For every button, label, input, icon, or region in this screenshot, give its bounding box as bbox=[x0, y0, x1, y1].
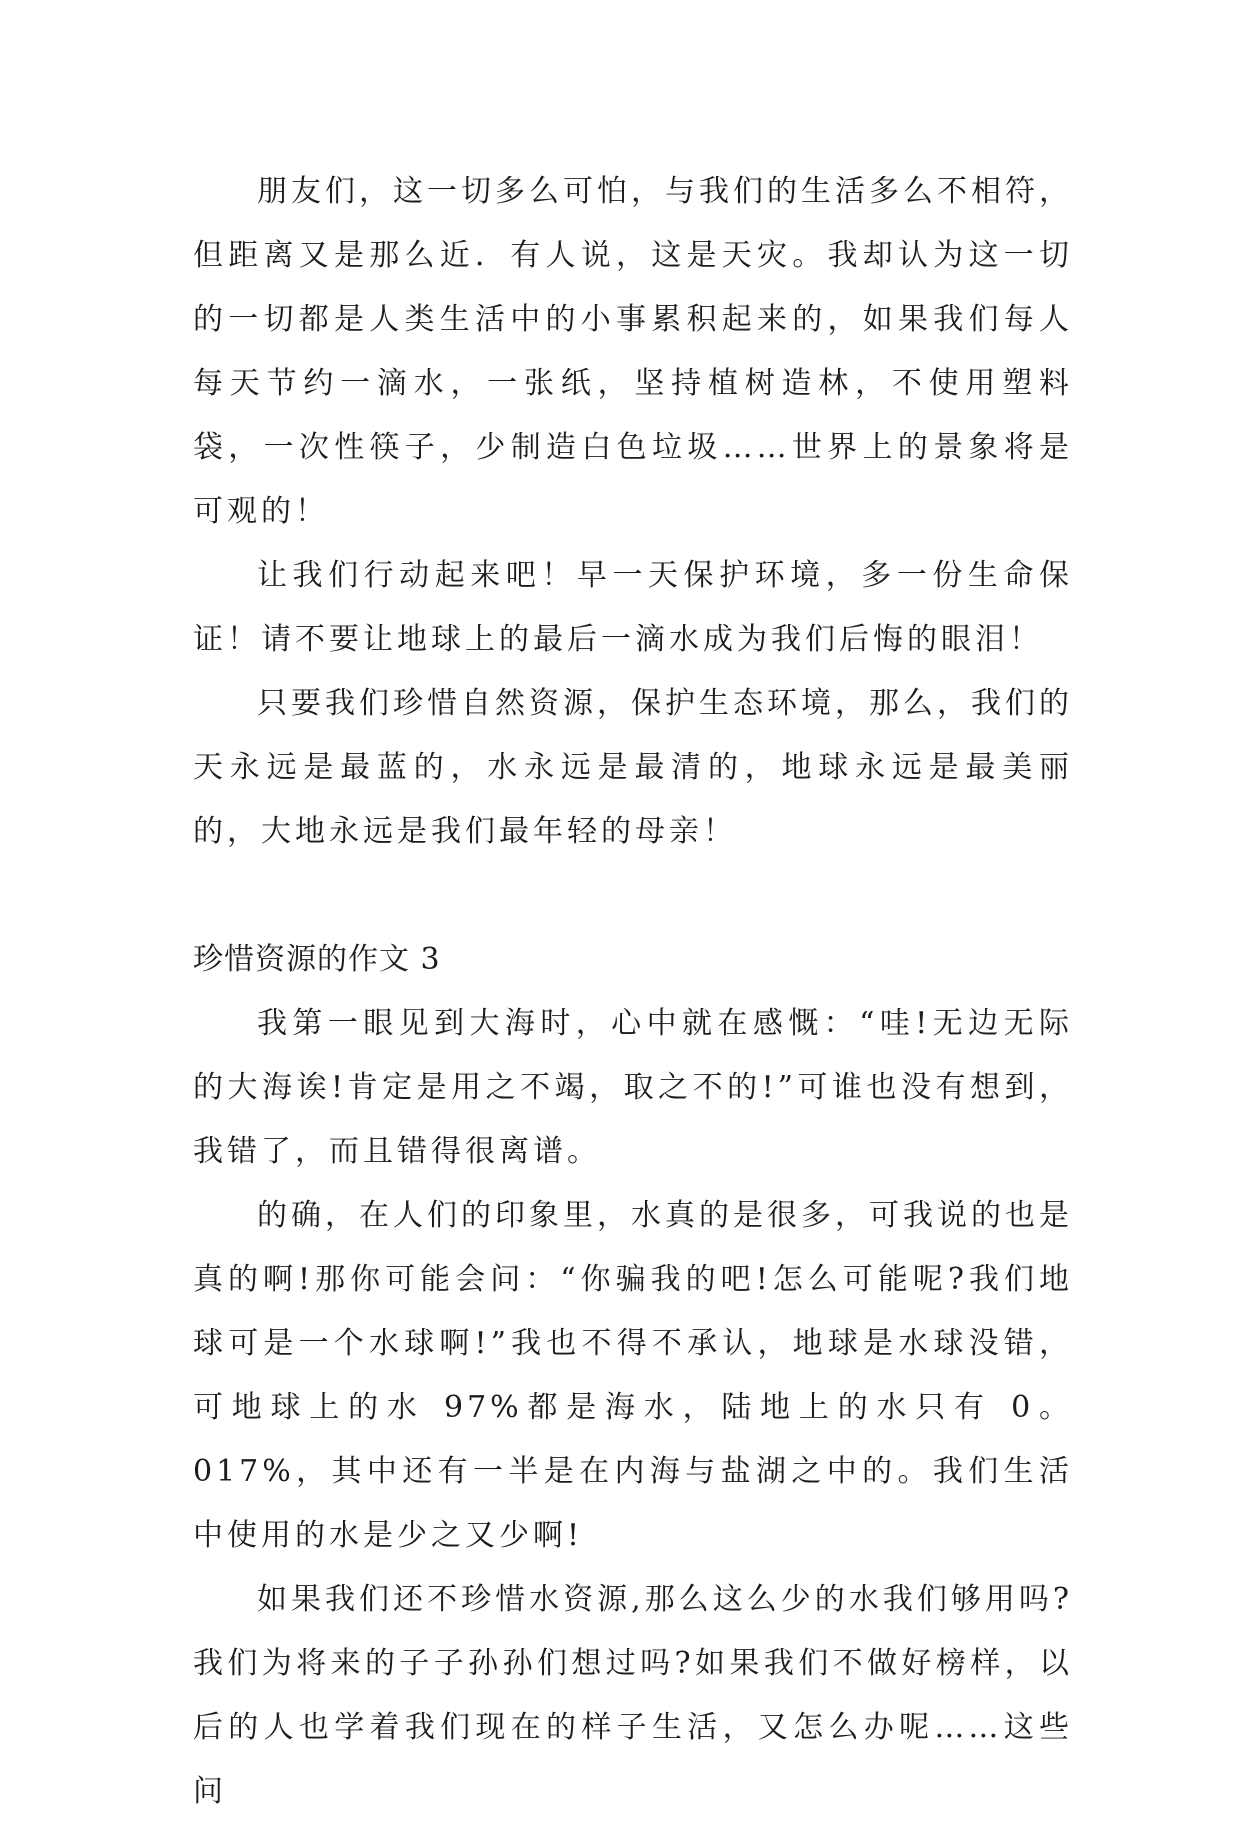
paragraph: 我第一眼见到大海时，心中就在感慨：“哇!无边无际的大海诶!肯定是用之不竭，取之不的!”可谁也没有想到，我错了，而且错得很离谱。 bbox=[193, 1006, 1073, 1169]
paragraph: 的确，在人们的印象里，水真的是很多，可我说的也是真的啊!那你可能会问：“你骗我的吧!怎么可能呢?我们地球可是一个水球啊!”我也不得不承认，地球是水球没错，可地球上的水 97%都是海水，陆地上的水只有 0。017%，其中还有一半是在内海与盐湖之中的。我们生活中使用的水是少之又少啊! bbox=[193, 1198, 1073, 1553]
document-body bbox=[193, 160, 1073, 1824]
paragraph: 让我们行动起来吧！早一天保护环境，多一份生命保证！请不要让地球上的最后一滴水成为我们后悔的眼泪！ bbox=[193, 558, 1073, 657]
paragraph: 如果我们还不珍惜水资源,那么这么少的水我们够用吗?我们为将来的子子孙孙们想过吗?如果我们不做好榜样，以后的人也学着我们现在的样子生活，又怎么办呢……这些问 bbox=[193, 1582, 1073, 1809]
paragraph: 只要我们珍惜自然资源，保护生态环境，那么，我们的天永远是最蓝的，水永远是最清的，地球永远是最美丽的，大地永远是我们最年轻的母亲！ bbox=[193, 686, 1073, 849]
paragraph: 朋友们，这一切多么可怕，与我们的生活多么不相符，但距离又是那么近．有人说，这是天灾。我却认为这一切的一切都是人类生活中的小事累积起来的，如果我们每人每天节约一滴水，一张纸，坚持植树造林，不使用塑料袋，一次性筷子，少制造白色垃圾……世界上的景象将是可观的！ bbox=[193, 174, 1073, 529]
section-heading: 珍惜资源的作文 3 bbox=[193, 942, 441, 977]
